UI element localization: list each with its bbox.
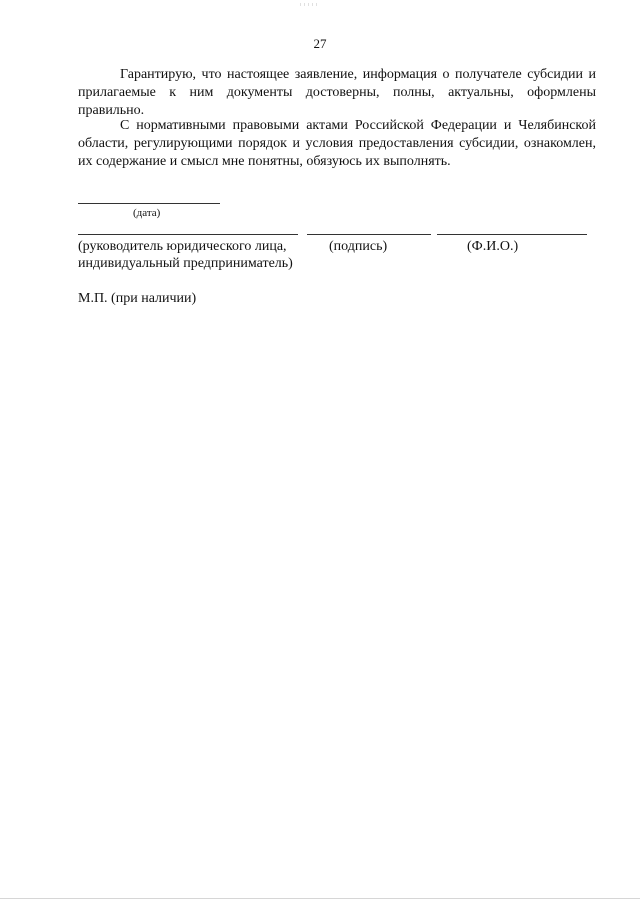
scan-artifact (300, 3, 320, 6)
stamp-note: М.П. (при наличии) (78, 291, 197, 306)
name-caption: (Ф.И.О.) (467, 239, 519, 254)
head-caption-line1: (руководитель юридического лица, (78, 239, 287, 254)
signature-line (307, 234, 431, 235)
date-line (78, 203, 220, 204)
page-number: 27 (313, 36, 327, 51)
head-caption (78, 238, 293, 272)
name-line (437, 234, 587, 235)
regulations-paragraph: С нормативными правовыми актами Российской Федерации и Челябинской области, регулирующими порядок и условия предоставления субсидии, ознакомлен, их содержание и смысл мне понятны, обязуюсь их выполнять. (78, 118, 596, 169)
signature-caption: (подпись) (329, 239, 388, 254)
guarantee-paragraph: Гарантирую, что настоящее заявление, информация о получателе субсидии и прилагаемые к ним документы достоверны, полны, актуальны, оформлены правильно. (78, 67, 596, 118)
head-signature-line (78, 234, 298, 235)
head-caption-line2: индивидуальный предприниматель) (78, 256, 293, 271)
date-caption: (дата) (133, 207, 161, 219)
bottom-rule (0, 898, 640, 899)
